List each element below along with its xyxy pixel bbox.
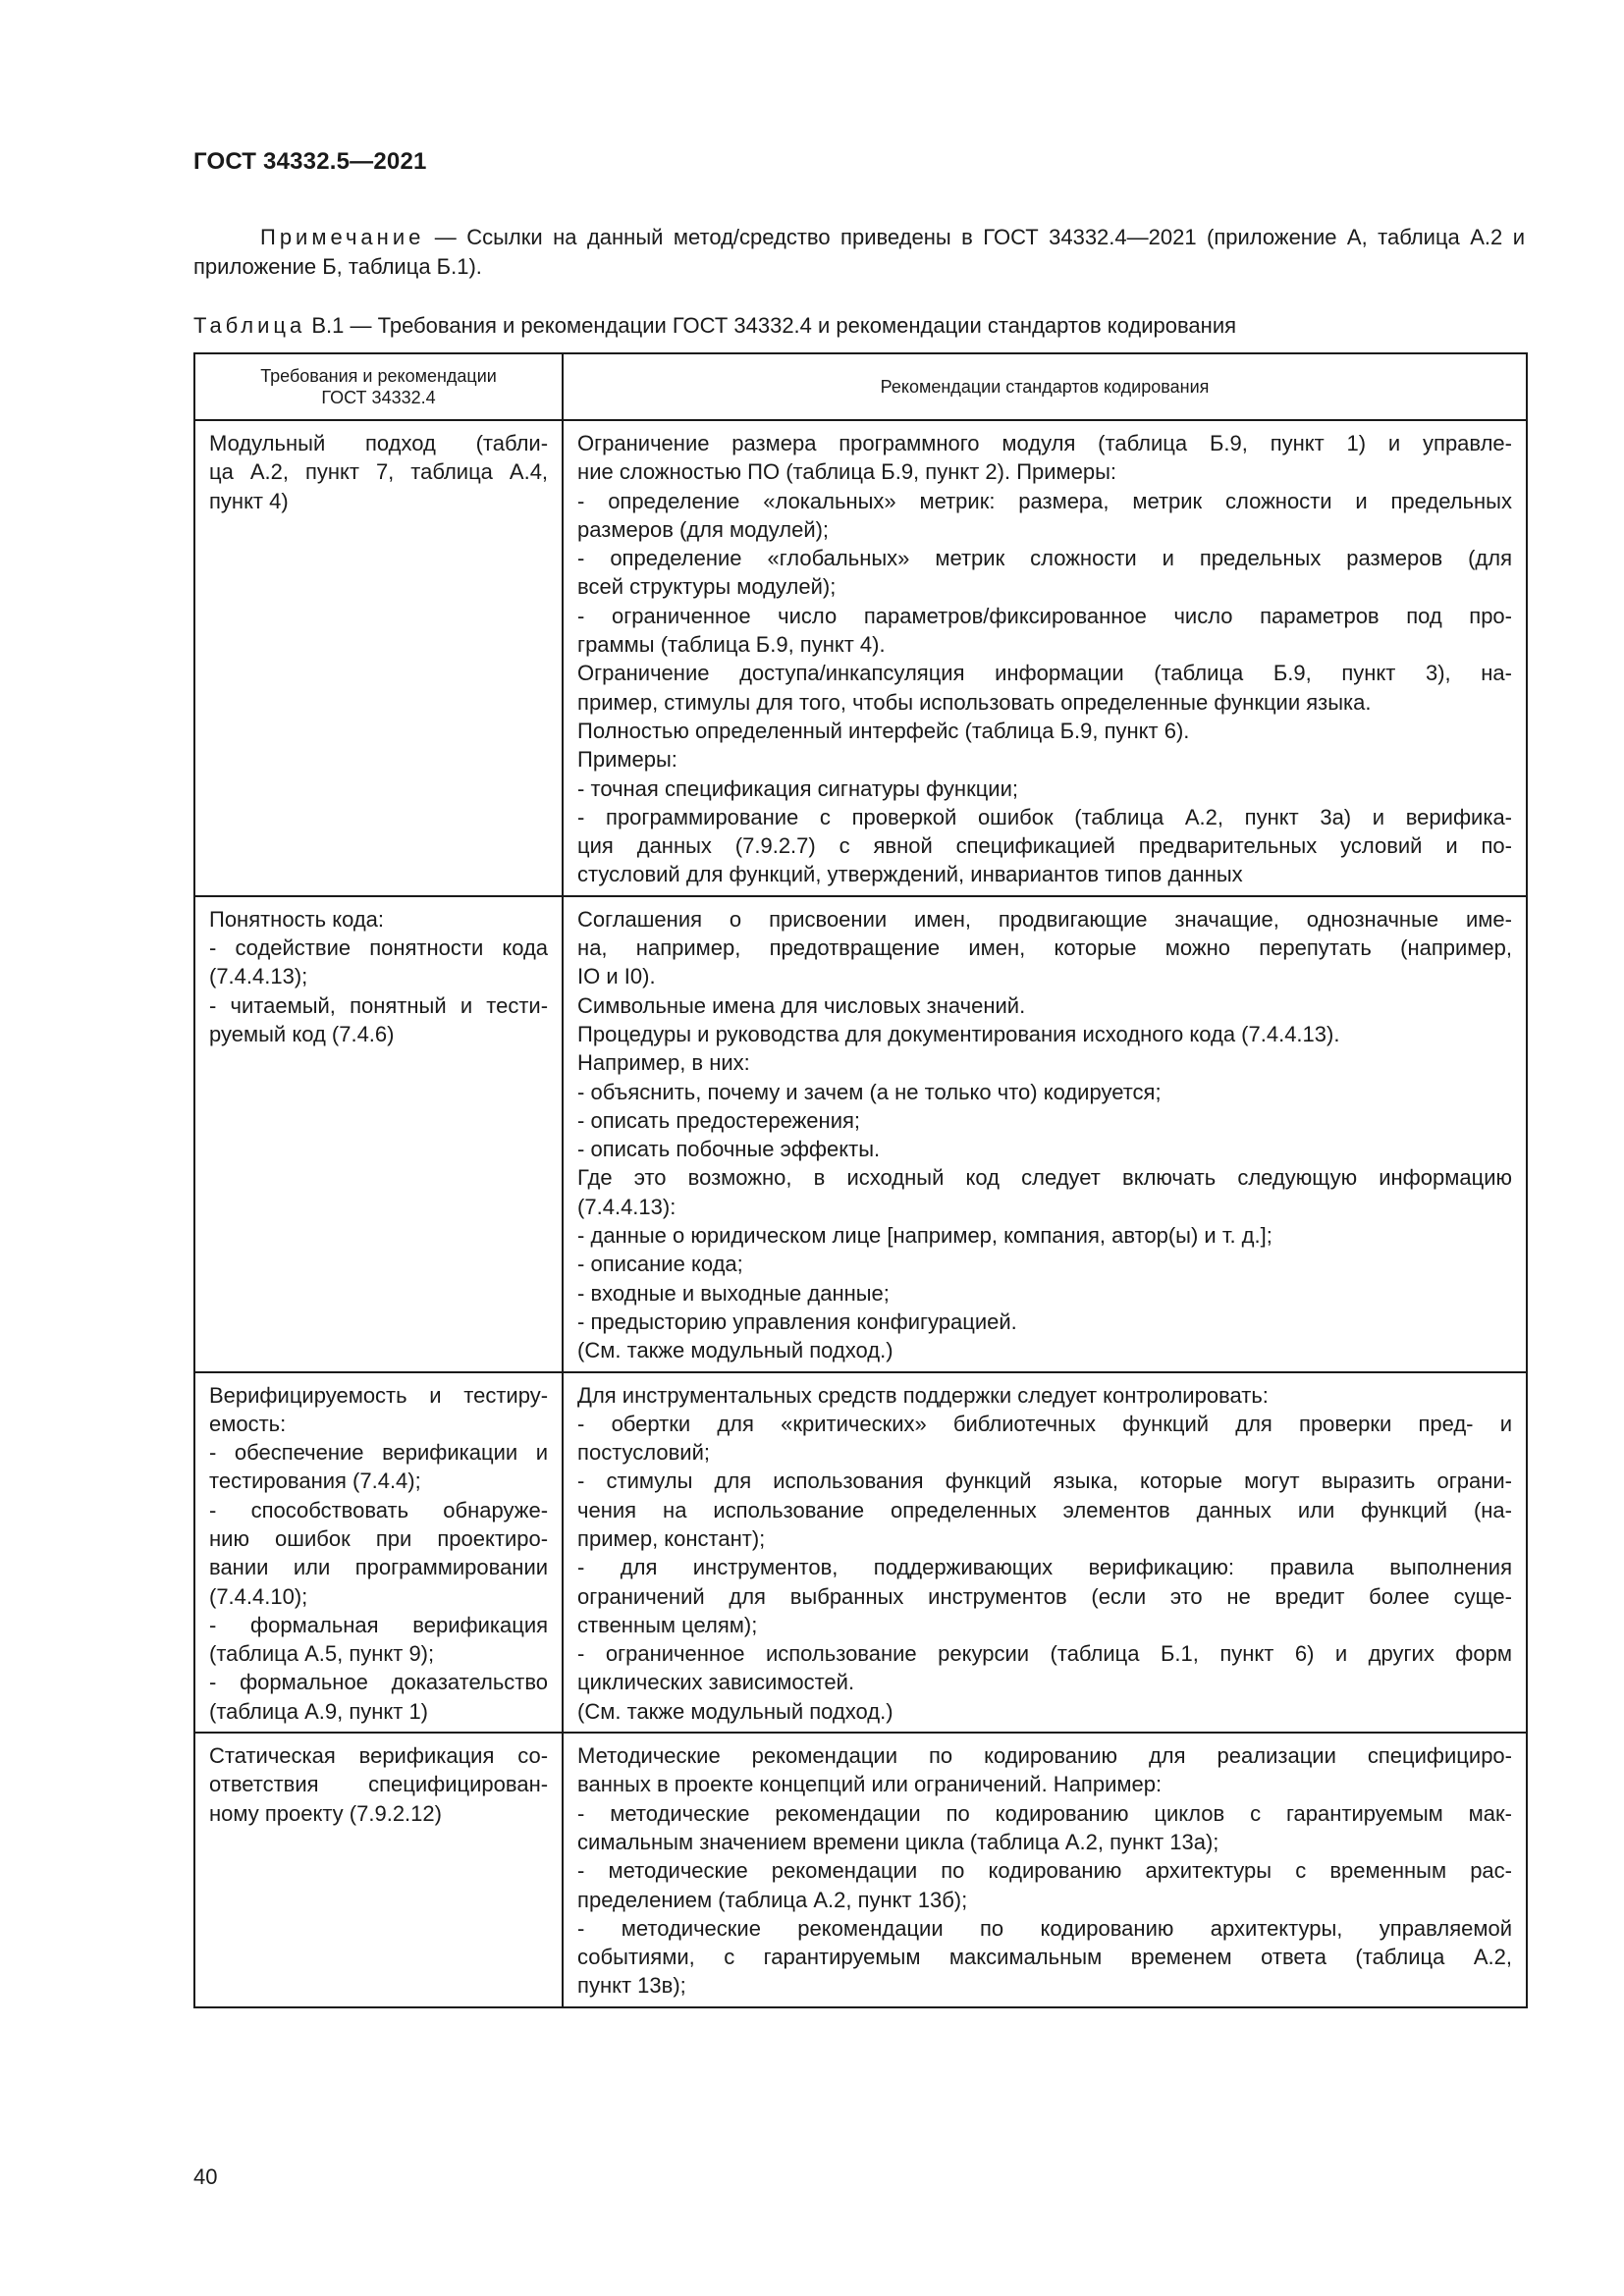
table-caption — [193, 311, 1529, 341]
recommendation-line: - стимулы для использования функций языка, которые могут выразить ограни- — [577, 1468, 1512, 1494]
recommendation-line: - обертки для «критических» библиотечных функций для проверки пред- и — [577, 1411, 1512, 1436]
recommendation-line: - описание кода; — [577, 1252, 743, 1277]
table-caption-label: Таблица — [193, 313, 306, 338]
table-body — [194, 420, 1527, 2007]
requirements-table — [193, 352, 1528, 2008]
col1-header-line1: Требования и рекомендации — [260, 366, 497, 386]
requirement-line: - формальная верификация — [209, 1612, 549, 1637]
recommendation-line: - данные о юридическом лице [например, компания, автор(ы) и т. д.]; — [577, 1223, 1272, 1249]
recommendation-line: - методические рекомендации по кодированию архитектуры с временным рас- — [577, 1858, 1512, 1884]
requirement-line: пункт 4) — [209, 488, 289, 513]
recommendation-line: Методические рекомендации по кодированию для реализации специфициро- — [577, 1743, 1512, 1769]
requirement-line: - способствовать обнаруже- — [209, 1497, 549, 1522]
table-row — [194, 420, 1527, 896]
recommendation-line: Примеры: — [577, 747, 677, 773]
recommendation-line: всей структуры модулей); — [577, 574, 837, 600]
recommendation-line: - предысторию управления конфигурацией. — [577, 1308, 1017, 1334]
recommendation-line: событиями, с гарантируемым максимальным временем ответа (таблица А.2, — [577, 1945, 1512, 1970]
note-label: Примечание — [260, 225, 425, 249]
requirement-line: ному проекту (7.9.2.12) — [209, 1800, 442, 1826]
requirement-line: - читаемый, понятный и тести- — [209, 992, 549, 1018]
col1-header-line2: ГОСТ 34332.4 — [321, 388, 436, 407]
recommendation-line: размеров (для модулей); — [577, 516, 830, 542]
recommendation-cell — [563, 1733, 1527, 2007]
recommendation-line: - методические рекомендации по кодированию циклов с гарантируемым мак- — [577, 1800, 1512, 1826]
recommendation-cell — [563, 896, 1527, 1372]
recommendation-line: ванных в проекте концепций или ограничений. Например: — [577, 1772, 1163, 1797]
requirement-line: нию ошибок при проектиро- — [209, 1525, 549, 1551]
recommendation-line: - определение «локальных» метрик: размера, метрик сложности и предельных — [577, 488, 1512, 513]
requirement-cell — [194, 896, 563, 1372]
recommendation-line: - объяснить, почему и зачем (а не только что) кодируется; — [577, 1079, 1162, 1104]
requirement-line: - содействие понятности кода — [209, 935, 549, 961]
requirement-cell — [194, 1733, 563, 2007]
recommendation-line: - определение «глобальных» метрик сложности и предельных размеров (для — [577, 546, 1512, 571]
recommendation-line: чения на использование определенных элементов данных или функций (на- — [577, 1497, 1512, 1522]
col1-header — [194, 353, 563, 420]
requirement-line: ответствия специфицирован- — [209, 1772, 549, 1797]
recommendation-line: ция данных (7.9.2.7) с явной спецификацией предварительных условий и по- — [577, 833, 1512, 859]
recommendation-line: Ограничение размера программного модуля (таблица Б.9, пункт 1) и управле- — [577, 431, 1512, 455]
requirement-line: Понятность кода: — [209, 906, 385, 932]
requirement-line: - обеспечение верификации и — [209, 1440, 549, 1466]
recommendation-line: - программирование с проверкой ошибок (таблица А.2, пункт 3а) и верифика- — [577, 804, 1512, 829]
table-caption-text: В.1 — Требования и рекомендации ГОСТ 34332.4 и рекомендации стандартов кодирования — [305, 313, 1237, 338]
requirement-line: емость: — [209, 1411, 287, 1436]
recommendation-line: симальным значением времени цикла (таблица А.2, пункт 13а); — [577, 1829, 1219, 1854]
requirement-line: вании или программировании — [209, 1555, 549, 1580]
requirement-line: (таблица А.9, пункт 1) — [209, 1698, 429, 1724]
requirement-line: ца А.2, пункт 7, таблица А.4, — [209, 459, 549, 485]
requirement-line: - формальное доказательство — [209, 1670, 549, 1695]
recommendation-line: ограничений для выбранных инструментов (если это не вредит более суще- — [577, 1583, 1512, 1609]
recommendation-line: Полностью определенный интерфейс (таблица Б.9, пункт 6). — [577, 718, 1190, 743]
recommendation-line: (См. также модульный подход.) — [577, 1698, 893, 1724]
recommendation-line: Соглашения о присвоении имен, продвигающие значащие, однозначные име- — [577, 906, 1512, 932]
recommendation-line: (См. также модульный подход.) — [577, 1338, 893, 1363]
recommendation-line: Например, в них: — [577, 1050, 750, 1076]
requirement-line: (7.4.4.13); — [209, 964, 308, 989]
table-row — [194, 1372, 1527, 1734]
recommendation-line: циклических зависимостей. — [577, 1670, 855, 1695]
recommendation-line: - входные и выходные данные; — [577, 1280, 890, 1306]
requirement-line: Модульный подход (табли- — [209, 431, 549, 455]
recommendation-line: граммы (таблица Б.9, пункт 4). — [577, 632, 886, 658]
recommendation-line: стусловий для функций, утверждений, инвариантов типов данных — [577, 862, 1243, 887]
recommendation-line: - ограниченное число параметров/фиксированное число параметров под про- — [577, 603, 1512, 628]
note-text: — Ссылки на данный метод/средство приведены в ГОСТ 34332.4—2021 (приложение А, таблица А.2 и приложение Б, таблица Б.1). — [193, 225, 1525, 279]
recommendation-line: пределением (таблица А.2, пункт 13б); — [577, 1887, 968, 1912]
document-header: ГОСТ 34332.5—2021 — [193, 148, 427, 175]
page-number: 40 — [193, 2164, 218, 2189]
requirement-line: руемый код (7.4.6) — [209, 1021, 395, 1046]
recommendation-line: ние сложностью ПО (таблица Б.9, пункт 2). Примеры: — [577, 459, 1117, 485]
recommendation-line: - ограниченное использование рекурсии (таблица Б.1, пункт 6) и других форм — [577, 1641, 1512, 1667]
recommendation-line: пункт 13в); — [577, 1973, 686, 1999]
recommendation-line: Где это возможно, в исходный код следует включать следующую информацию — [577, 1165, 1512, 1191]
requirement-line: (7.4.4.10); — [209, 1583, 308, 1609]
recommendation-line: - точная спецификация сигнатуры функции; — [577, 775, 1018, 801]
table-row — [194, 896, 1527, 1372]
recommendation-line: - описать предостережения; — [577, 1107, 861, 1133]
table-row — [194, 1733, 1527, 2007]
recommendation-line: - описать побочные эффекты. — [577, 1137, 881, 1162]
recommendation-line: IO и I0). — [577, 964, 656, 989]
recommendation-cell — [563, 420, 1527, 896]
requirement-line: тестирования (7.4.4); — [209, 1468, 421, 1494]
requirement-cell — [194, 1372, 563, 1734]
table-header-row — [194, 353, 1527, 420]
requirement-cell — [194, 420, 563, 896]
recommendation-line: постусловий; — [577, 1440, 710, 1466]
requirement-line: Статическая верификация со- — [209, 1743, 549, 1769]
recommendation-line: пример, стимулы для того, чтобы использовать определенные функции языка. — [577, 689, 1372, 715]
recommendation-line: Процедуры и руководства для документирования исходного кода (7.4.4.13). — [577, 1021, 1340, 1046]
recommendation-line: (7.4.4.13): — [577, 1194, 677, 1219]
recommendation-line: Для инструментальных средств поддержки следует контролировать: — [577, 1382, 1269, 1408]
recommendation-line: Символьные имена для числовых значений. — [577, 992, 1026, 1018]
recommendation-line: ственным целям); — [577, 1612, 758, 1637]
recommendation-cell — [563, 1372, 1527, 1734]
col2-header: Рекомендации стандартов кодирования — [563, 353, 1527, 420]
note-paragraph — [193, 223, 1525, 282]
recommendation-line: Ограничение доступа/инкапсуляция информации (таблица Б.9, пункт 3), на- — [577, 661, 1512, 686]
requirement-line: (таблица А.5, пункт 9); — [209, 1641, 435, 1667]
requirement-line: Верифицируемость и тестиру- — [209, 1382, 549, 1408]
recommendation-line: на, например, предотвращение имен, которые можно перепутать (например, — [577, 935, 1512, 961]
recommendation-line: пример, констант); — [577, 1525, 766, 1551]
recommendation-line: - методические рекомендации по кодированию архитектуры, управляемой — [577, 1915, 1512, 1941]
recommendation-line: - для инструментов, поддерживающих верификацию: правила выполнения — [577, 1555, 1512, 1580]
